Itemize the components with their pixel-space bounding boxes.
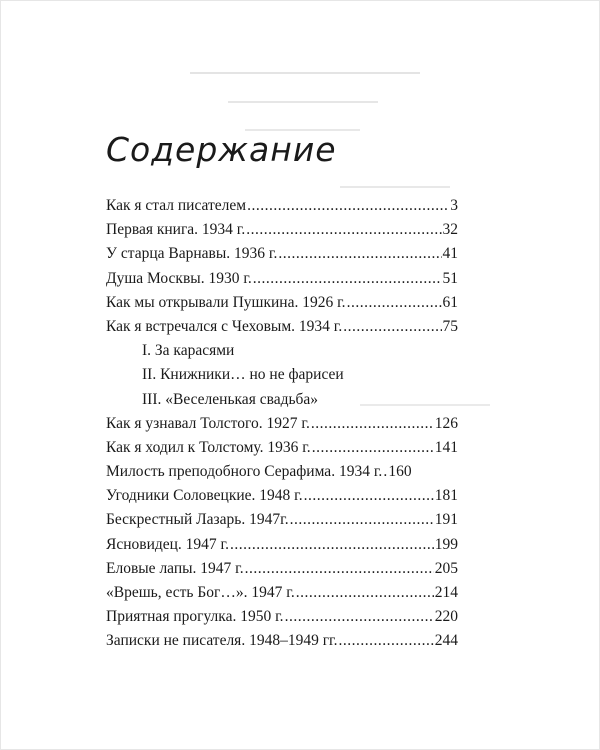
toc-subentry-title: II. Книжники… но не фарисеи xyxy=(142,366,344,384)
toc-entry-title: Как мы открывали Пушкина. 1926 г. xyxy=(106,293,346,311)
table-of-contents xyxy=(106,197,458,657)
dot-leader xyxy=(311,415,434,433)
toc-entry-title: Как я ходил к Толстому. 1936 г. xyxy=(106,438,311,456)
dot-leader xyxy=(339,632,434,650)
show-through-line xyxy=(340,186,450,188)
toc-entry-title: Записки не писателя. 1948–1949 гг. xyxy=(106,632,338,650)
toc-entry-title: Как я узнавал Толстого. 1927 г. xyxy=(106,414,310,432)
toc-subentry-title: I. За карасями xyxy=(142,342,235,360)
toc-entry-title: Еловые лапы. 1947 г. xyxy=(106,559,244,577)
dot-leader xyxy=(304,487,434,505)
toc-subentry[interactable] xyxy=(106,366,458,390)
toc-entry-page: 205 xyxy=(434,559,458,577)
toc-entry-title: Милость преподобного Серафима. 1934 г. xyxy=(106,463,383,481)
show-through-line xyxy=(228,101,378,103)
toc-entry-title: Бескрестный Лазарь. 1947г. xyxy=(106,511,289,529)
toc-entry[interactable] xyxy=(106,221,458,245)
toc-entry[interactable] xyxy=(106,560,458,584)
toc-entry-title: Приятная прогулка. 1950 г. xyxy=(106,608,284,626)
dot-leader xyxy=(290,511,434,529)
dot-leader xyxy=(278,245,441,263)
toc-subentry[interactable] xyxy=(106,342,458,366)
toc-entry[interactable] xyxy=(106,415,458,439)
toc-entry-page: 51 xyxy=(442,269,458,287)
toc-entry-page: 199 xyxy=(434,535,458,553)
toc-entry-page: 126 xyxy=(434,414,458,432)
toc-entry[interactable] xyxy=(106,197,458,221)
toc-entry-title: Первая книга. 1934 г. xyxy=(106,221,246,239)
toc-entry-page: 214 xyxy=(434,584,458,601)
toc-entry-page: 160 xyxy=(388,463,412,481)
toc-entry-title: Душа Москвы. 1930 г. xyxy=(106,269,252,287)
toc-entry[interactable] xyxy=(106,245,458,269)
toc-entry-page: 75 xyxy=(442,317,458,335)
dot-leader xyxy=(245,560,434,578)
dot-leader xyxy=(296,584,434,602)
show-through-line xyxy=(190,72,420,74)
toc-entry[interactable] xyxy=(106,536,458,560)
toc-entry-title: Как я встречался с Чеховым. 1934 г. xyxy=(106,317,343,335)
dot-leader xyxy=(246,221,441,239)
page-title: Содержание xyxy=(106,130,337,169)
toc-entry-page: 244 xyxy=(434,632,458,650)
dot-leader xyxy=(253,270,442,288)
dot-leader xyxy=(285,608,434,626)
toc-entry-page: 61 xyxy=(442,293,458,311)
toc-entry[interactable] xyxy=(106,511,458,535)
toc-entry[interactable] xyxy=(106,632,458,656)
toc-entry-page: 41 xyxy=(442,245,458,263)
toc-entry[interactable] xyxy=(106,294,458,318)
toc-entry-title: У старца Варнавы. 1936 г. xyxy=(106,245,278,263)
dot-leader xyxy=(383,463,387,481)
toc-entry[interactable] xyxy=(106,463,458,487)
toc-entry[interactable] xyxy=(106,487,458,511)
dot-leader xyxy=(347,294,442,312)
toc-entry-page: 181 xyxy=(434,487,458,505)
dot-leader xyxy=(247,197,449,215)
toc-entry-page: 32 xyxy=(442,221,458,239)
toc-entry[interactable] xyxy=(106,270,458,294)
toc-entry-page: 3 xyxy=(450,197,458,214)
dot-leader xyxy=(230,536,434,554)
toc-entry-title: Угодники Соловецкие. 1948 г. xyxy=(106,487,303,505)
toc-subentry[interactable] xyxy=(106,391,458,415)
toc-entry-page: 191 xyxy=(434,511,458,529)
toc-entry-title: Ясновидец. 1947 г. xyxy=(106,535,230,553)
toc-entry[interactable] xyxy=(106,439,458,463)
toc-entry-page: 141 xyxy=(434,438,458,456)
toc-entry[interactable] xyxy=(106,584,458,608)
dot-leader xyxy=(312,439,434,457)
dot-leader xyxy=(343,318,441,336)
toc-entry-page: 220 xyxy=(434,608,458,626)
toc-entry[interactable] xyxy=(106,318,458,342)
toc-entry-title: «Врешь, есть Бог…». 1947 г. xyxy=(106,584,295,601)
toc-entry-title: Как я стал писателем xyxy=(106,197,247,214)
toc-entry[interactable] xyxy=(106,608,458,632)
toc-subentry-title: III. «Веселенькая свадьба» xyxy=(142,390,319,408)
